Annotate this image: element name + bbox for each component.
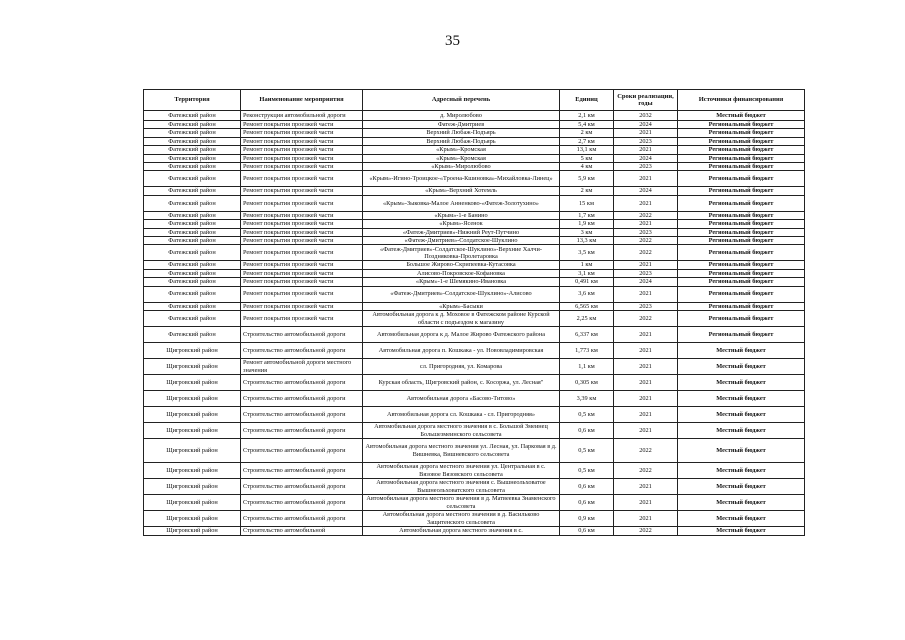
cell-address: «Крым»-1-е Шемякино-Ивановка [363,278,560,286]
cell-address: Автомобильная дорога местного значения с. Вышнеольховатое Вышнеольховатского сельсовета [363,479,560,495]
cell-funding: Местный бюджет [678,111,805,121]
cell-territory: Фатежский район [144,245,241,261]
cell-territory: Фатежский район [144,163,241,171]
table-row [144,237,805,245]
cell-funding: Региональный бюджет [678,261,805,269]
cell-territory: Фатежский район [144,171,241,187]
cell-units: 5,4 км [560,121,614,129]
cell-address: «Крым»-1-е Банино [363,211,560,219]
table-row [144,511,805,527]
cell-territory: Фатежский район [144,129,241,137]
cell-activity: Строительство автомобильной дороги [241,511,363,527]
cell-territory: Щигровский район [144,407,241,423]
cell-deadline: 2021 [614,261,678,269]
cell-address: Автомобильная дорога сл. Кошкака - сл. Пригородняя» [363,407,560,423]
cell-deadline: 2032 [614,111,678,121]
cell-units: 2,7 км [560,137,614,145]
cell-units: 2,1 км [560,111,614,121]
cell-funding: Региональный бюджет [678,121,805,129]
cell-deadline: 2021 [614,391,678,407]
cell-units: 4 км [560,163,614,171]
cell-territory: Фатежский район [144,220,241,228]
cell-deadline: 2021 [614,146,678,154]
cell-activity: Ремонт покрытия проезжей части [241,302,363,310]
cell-units: 0,6 км [560,479,614,495]
cell-territory: Щигровский район [144,479,241,495]
cell-address: Автомобильная дорога «Басово-Титово» [363,391,560,407]
cell-funding: Местный бюджет [678,407,805,423]
cell-deadline: 2024 [614,187,678,195]
cell-activity: Ремонт покрытия проезжей части [241,261,363,269]
cell-territory: Фатежский район [144,278,241,286]
table-row [144,163,805,171]
cell-deadline: 2021 [614,220,678,228]
cell-activity: Ремонт покрытия проезжей части [241,187,363,195]
cell-activity: Ремонт покрытия проезжей части [241,195,363,211]
cell-address: Автомобильная дорога п. Кошкака - ул. Нововладимировская [363,343,560,359]
cell-activity: Строительство автомобильной дороги [241,423,363,439]
table-row [144,391,805,407]
cell-funding: Региональный бюджет [678,237,805,245]
cell-funding: Региональный бюджет [678,311,805,327]
cell-funding: Местный бюджет [678,495,805,511]
cell-deadline: 2022 [614,237,678,245]
table-row [144,111,805,121]
cell-address: «Крым»-Миролюбово [363,163,560,171]
table-row [144,407,805,423]
cell-units: 1 км [560,261,614,269]
cell-address: «Крым»-Ясенок [363,220,560,228]
cell-address: д. Миролюбово [363,111,560,121]
cell-activity: Строительство автомобильной дороги [241,391,363,407]
cell-deadline: 2022 [614,463,678,479]
cell-territory: Фатежский район [144,187,241,195]
cell-deadline: 2021 [614,479,678,495]
cell-deadline: 2021 [614,195,678,211]
cell-units: 3 км [560,228,614,236]
cell-deadline: 2024 [614,154,678,162]
cell-activity: Ремонт покрытия проезжей части [241,245,363,261]
cell-activity: Строительство автомобильной дороги [241,439,363,463]
cell-activity: Строительство автомобильной дороги [241,343,363,359]
table-row [144,129,805,137]
cell-territory: Щигровский район [144,527,241,535]
cell-funding: Региональный бюджет [678,146,805,154]
cell-activity: Строительство автомобильной [241,527,363,535]
cell-funding: Региональный бюджет [678,163,805,171]
cell-units: 0,9 км [560,511,614,527]
cell-address: «Фатеж-Дмитриев»-Солдатское-Шуклино [363,237,560,245]
cell-units: 1,7 км [560,211,614,219]
cell-address: Верхний Любаж-Подъярь [363,129,560,137]
cell-territory: Щигровский район [144,511,241,527]
cell-address: Курская область, Щигровский район, с. Косоржа, ул. Лесная" [363,375,560,391]
cell-activity: Ремонт покрытия проезжей части [241,237,363,245]
cell-territory: Фатежский район [144,311,241,327]
cell-address: Автомобильная дорога местного значения в с. Большой Змеинец Большезмеинского сельсовета [363,423,560,439]
cell-address: «Фатеж-Дмитриев»-Нижний Реут-Путчино [363,228,560,236]
cell-funding: Местный бюджет [678,463,805,479]
cell-activity: Ремонт покрытия проезжей части [241,311,363,327]
cell-activity: Ремонт покрытия проезжей части [241,163,363,171]
cell-activity: Ремонт покрытия проезжей части [241,269,363,277]
cell-address: Автомобильная дорога местного значения ул. Лесная, ул. Парковая в д. Вишневка, Вишневского сельсовета [363,439,560,463]
table-row [144,121,805,129]
cell-units: 0,305 км [560,375,614,391]
cell-funding: Региональный бюджет [678,171,805,187]
cell-deadline: 2021 [614,171,678,187]
cell-funding: Региональный бюджет [678,187,805,195]
header-units: Единиц [560,90,614,111]
table-row [144,228,805,236]
table-row [144,527,805,535]
cell-units: 0,6 км [560,423,614,439]
cell-deadline: 2021 [614,407,678,423]
cell-funding: Местный бюджет [678,423,805,439]
table-row [144,146,805,154]
cell-deadline: 2021 [614,495,678,511]
table-row [144,171,805,187]
cell-address: «Крым»-Басыки [363,302,560,310]
cell-activity: Ремонт покрытия проезжей части [241,211,363,219]
cell-activity: Строительство автомобильной дороги [241,463,363,479]
cell-address: Автомобильная дорога местного значения в д. Васильково Защитенского сельсовета [363,511,560,527]
cell-territory: Щигровский район [144,343,241,359]
cell-deadline: 2022 [614,211,678,219]
table-row [144,495,805,511]
road-works-table [143,89,805,536]
table-row [144,423,805,439]
cell-funding: Региональный бюджет [678,302,805,310]
cell-territory: Фатежский район [144,261,241,269]
cell-units: 6,337 км [560,327,614,343]
cell-units: 2 км [560,129,614,137]
cell-funding: Местный бюджет [678,439,805,463]
cell-territory: Фатежский район [144,286,241,302]
cell-units: 0,6 км [560,527,614,535]
cell-deadline: 2023 [614,269,678,277]
table-row [144,479,805,495]
cell-activity: Строительство автомобильной дороги [241,375,363,391]
cell-address: Автомобильная дорога местного значения в с. [363,527,560,535]
cell-territory: Фатежский район [144,237,241,245]
cell-deadline: 2023 [614,163,678,171]
cell-funding: Местный бюджет [678,479,805,495]
table-row [144,195,805,211]
cell-deadline: 2021 [614,286,678,302]
cell-address: Автомобильная дорога к д. Моховое в Фатежском районе Курской области с подъездом к магазину [363,311,560,327]
cell-activity: Строительство автомобильной дороги [241,479,363,495]
table-row [144,245,805,261]
cell-units: 13,3 км [560,237,614,245]
cell-funding: Местный бюджет [678,527,805,535]
table-row [144,327,805,343]
cell-territory: Фатежский район [144,327,241,343]
cell-territory: Щигровский район [144,495,241,511]
cell-units: 2,25 км [560,311,614,327]
cell-address: Алисово-Покровское-Кофановка [363,269,560,277]
cell-deadline: 2021 [614,359,678,375]
cell-address: «Крым»-Зыковка-Малое Анненково-«Фатеж-Золотухино» [363,195,560,211]
cell-territory: Фатежский район [144,302,241,310]
cell-activity: Ремонт покрытия проезжей части [241,146,363,154]
cell-activity: Ремонт покрытия проезжей части [241,137,363,145]
cell-territory: Фатежский район [144,137,241,145]
cell-deadline: 2022 [614,439,678,463]
cell-territory: Фатежский район [144,228,241,236]
cell-address: Автомобильная дорога местного значения ул. Центральная в с. Вязовое Вязовского сельсовета [363,463,560,479]
cell-activity: Ремонт покрытия проезжей части [241,228,363,236]
table-row [144,343,805,359]
table-row [144,359,805,375]
cell-territory: Щигровский район [144,391,241,407]
table-row [144,261,805,269]
cell-deadline: 2024 [614,278,678,286]
table-row [144,269,805,277]
cell-territory: Щигровский район [144,359,241,375]
table-row [144,278,805,286]
table-body [144,111,805,536]
table-row [144,375,805,391]
cell-units: 5 км [560,154,614,162]
header-territory: Территория [144,90,241,111]
cell-activity: Ремонт покрытия проезжей части [241,121,363,129]
cell-deadline: 2023 [614,228,678,236]
cell-units: 3,39 км [560,391,614,407]
cell-address: Автомобильная дорога местного значения в д. Матвеевка Знаменского сельсовета [363,495,560,511]
cell-funding: Местный бюджет [678,375,805,391]
page-number: 35 [445,33,460,49]
cell-units: 3,6 км [560,286,614,302]
cell-funding: Региональный бюджет [678,195,805,211]
cell-funding: Местный бюджет [678,511,805,527]
table-row [144,311,805,327]
cell-deadline: 2022 [614,245,678,261]
table-row [144,463,805,479]
cell-deadline: 2021 [614,343,678,359]
cell-funding: Региональный бюджет [678,154,805,162]
cell-address: «Крым»-Игино-Троицкое-«Троена-Кшиновка»-Михайловка-Линец» [363,171,560,187]
cell-address: Большое Жирово-Скрипеевка-Кутасовка [363,261,560,269]
cell-deadline: 2021 [614,375,678,391]
cell-units: 2 км [560,187,614,195]
cell-territory: Фатежский район [144,154,241,162]
cell-activity: Ремонт покрытия проезжей части [241,171,363,187]
table-row [144,286,805,302]
cell-activity: Ремонт покрытия проезжей части [241,278,363,286]
cell-funding: Региональный бюджет [678,220,805,228]
cell-activity: Строительство автомобильной дороги [241,407,363,423]
cell-funding: Региональный бюджет [678,286,805,302]
cell-activity: Строительство автомобильной дороги [241,327,363,343]
cell-units: 3,5 км [560,245,614,261]
cell-territory: Фатежский район [144,121,241,129]
cell-units: 1,773 км [560,343,614,359]
header-funding-source: Источники финансирования [678,90,805,111]
table-row [144,220,805,228]
cell-deadline: 2021 [614,423,678,439]
cell-territory: Фатежский район [144,211,241,219]
cell-deadline: 2023 [614,137,678,145]
header-address-list: Адресный перечень [363,90,560,111]
cell-activity: Реконструкция автомобильной дороги [241,111,363,121]
cell-funding: Местный бюджет [678,359,805,375]
cell-funding: Местный бюджет [678,343,805,359]
cell-address: Автомобильная дорога к д. Малое Жирово Фатежского района [363,327,560,343]
cell-units: 0,5 км [560,407,614,423]
table-row [144,137,805,145]
cell-units: 0,5 км [560,463,614,479]
cell-address: «Крым»-Кромская [363,146,560,154]
cell-funding: Региональный бюджет [678,129,805,137]
cell-funding: Региональный бюджет [678,137,805,145]
cell-units: 1,1 км [560,359,614,375]
cell-funding: Региональный бюджет [678,211,805,219]
cell-address: «Фатеж-Дмитриев»-Солдатское-Шуклино»-Верхние Халчи-Поздняковка-Пролетаровка [363,245,560,261]
cell-address: «Фатеж-Дмитриев»-Солдатское-Шуклино»-Алисово [363,286,560,302]
cell-activity: Ремонт покрытия проезжей части [241,129,363,137]
table-row [144,187,805,195]
cell-territory: Фатежский район [144,111,241,121]
cell-deadline: 2023 [614,302,678,310]
cell-funding: Региональный бюджет [678,245,805,261]
cell-units: 5,9 км [560,171,614,187]
cell-territory: Фатежский район [144,146,241,154]
cell-units: 0,491 км [560,278,614,286]
cell-address: Фатеж-Дмитриев [363,121,560,129]
table-header-row [144,90,805,111]
cell-funding: Региональный бюджет [678,228,805,236]
cell-territory: Щигровский район [144,439,241,463]
header-deadline: Сроки реализации, годы [614,90,678,111]
cell-territory: Фатежский район [144,269,241,277]
cell-units: 13,1 км [560,146,614,154]
table-row [144,154,805,162]
cell-address: «Крым»-Кромская [363,154,560,162]
cell-territory: Щигровский район [144,423,241,439]
table-row [144,211,805,219]
cell-address: сл. Пригородняя, ул. Комарова [363,359,560,375]
cell-units: 6,565 км [560,302,614,310]
cell-territory: Щигровский район [144,375,241,391]
cell-activity: Ремонт покрытия проезжей части [241,220,363,228]
cell-funding: Местный бюджет [678,391,805,407]
table-row [144,439,805,463]
cell-activity: Ремонт покрытия проезжей части [241,286,363,302]
cell-activity: Ремонт покрытия проезжей части [241,154,363,162]
cell-units: 1,9 км [560,220,614,228]
cell-address: Верхний Любаж-Подъярь [363,137,560,145]
header-activity: Наименование мероприятия [241,90,363,111]
cell-deadline: 2021 [614,511,678,527]
cell-territory: Фатежский район [144,195,241,211]
cell-units: 3,1 км [560,269,614,277]
cell-activity: Строительство автомобильной дороги [241,495,363,511]
cell-deadline: 2021 [614,327,678,343]
cell-funding: Региональный бюджет [678,269,805,277]
cell-address: «Крым»-Верхний Хотемль [363,187,560,195]
cell-activity: Ремонт автомобильной дороги местного значения [241,359,363,375]
cell-deadline: 2022 [614,311,678,327]
table-row [144,302,805,310]
cell-funding: Региональный бюджет [678,278,805,286]
cell-deadline: 2021 [614,129,678,137]
cell-funding: Региональный бюджет [678,327,805,343]
cell-territory: Щигровский район [144,463,241,479]
cell-units: 0,6 км [560,495,614,511]
cell-deadline: 2022 [614,527,678,535]
cell-deadline: 2024 [614,121,678,129]
cell-units: 0,5 км [560,439,614,463]
cell-units: 15 км [560,195,614,211]
